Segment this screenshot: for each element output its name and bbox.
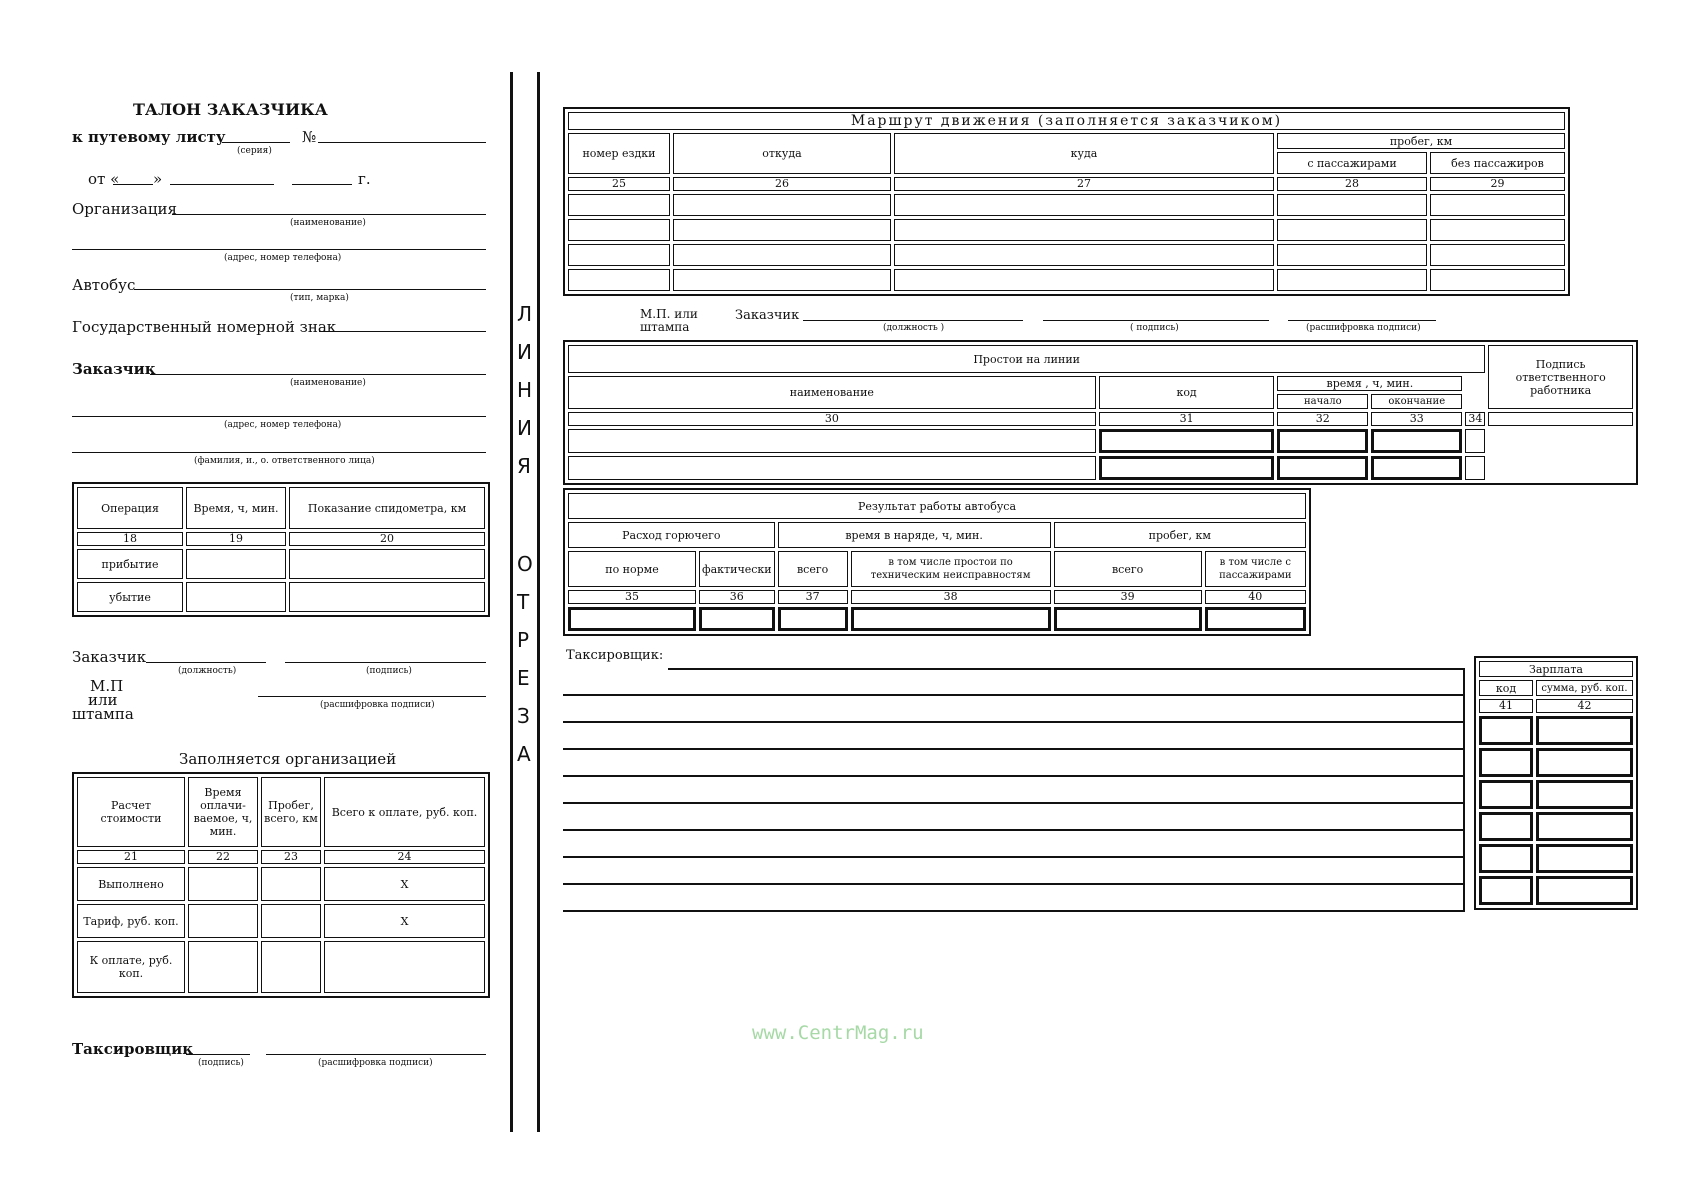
result-fuel: Расход горючего: [568, 522, 775, 548]
downtime-cell[interactable]: [1277, 456, 1368, 480]
right-customer-label: Заказчик: [735, 308, 800, 323]
taxer-line[interactable]: [563, 856, 1465, 858]
taxer-line[interactable]: [563, 829, 1465, 831]
taxer-decode-field[interactable]: [266, 1054, 486, 1055]
stamp-line-2: или: [88, 691, 118, 709]
downtime-num: 30: [568, 412, 1096, 426]
organization-field[interactable]: [172, 214, 486, 215]
sig-signature-field[interactable]: [285, 662, 486, 663]
downtime-cell[interactable]: [1465, 429, 1485, 453]
taxer-decode-caption: (расшифровка подписи): [318, 1058, 433, 1068]
cost-done-time-cell[interactable]: [188, 867, 258, 901]
route-cell[interactable]: [894, 244, 1274, 266]
cut-letter: А: [517, 742, 531, 766]
salary-cell[interactable]: [1479, 716, 1533, 745]
route-col-mileage: пробег, км: [1277, 133, 1565, 149]
result-num: 37: [778, 590, 848, 604]
customer-caption: (наименование): [290, 378, 366, 388]
right-signature-field[interactable]: [1043, 320, 1269, 321]
downtime-cell[interactable]: [1371, 429, 1462, 453]
right-decode-field[interactable]: [1288, 320, 1436, 321]
salary-cell[interactable]: [1479, 844, 1533, 873]
result-cell[interactable]: [699, 607, 775, 631]
ops-row-arrival: прибытие: [77, 549, 183, 579]
route-cell[interactable]: [1430, 219, 1565, 241]
result-cell[interactable]: [851, 607, 1051, 631]
plate-field[interactable]: [319, 331, 486, 332]
result-num: 40: [1205, 590, 1306, 604]
result-num: 38: [851, 590, 1051, 604]
salary-cell[interactable]: [1536, 780, 1633, 809]
salary-cell[interactable]: [1479, 876, 1533, 905]
org-address-caption: (адрес, номер телефона): [224, 253, 342, 263]
salary-title: Зарплата: [1479, 661, 1633, 677]
downtime-title: Простои на линии: [568, 345, 1485, 373]
ops-arrival-speedometer-cell[interactable]: [289, 549, 485, 579]
ops-num: 20: [289, 532, 485, 546]
bus-field[interactable]: [134, 289, 486, 290]
right-position-field[interactable]: [803, 320, 1023, 321]
salary-cell[interactable]: [1536, 812, 1633, 841]
result-incl-downtime: в том числе простои по техническим неисправностям: [851, 551, 1051, 587]
route-cell[interactable]: [1277, 269, 1427, 291]
result-norm: по норме: [568, 551, 696, 587]
result-total2: всего: [1054, 551, 1202, 587]
downtime-col-sign: Подпись ответственного работника: [1488, 345, 1633, 409]
cost-table: [72, 772, 490, 998]
watermark: www.CentrMag.ru: [752, 1022, 924, 1044]
route-num: 28: [1277, 177, 1427, 191]
downtime-cell[interactable]: [1371, 456, 1462, 480]
bus-caption: (тип, марка): [290, 293, 349, 303]
stamp-line-3: штампа: [72, 705, 134, 723]
cost-num: 24: [324, 850, 485, 864]
org-address-field[interactable]: [72, 249, 486, 250]
route-cell[interactable]: [1277, 194, 1427, 216]
downtime-cell[interactable]: [1465, 456, 1485, 480]
taxer-line[interactable]: [563, 775, 1465, 777]
operations-table: [72, 482, 490, 617]
right-position-caption: (должность ): [883, 323, 945, 333]
right-decode-caption: (расшифровка подписи): [1306, 323, 1421, 333]
result-title: Результат работы автобуса: [568, 493, 1306, 519]
taxer-sign-caption: (подпись): [198, 1058, 244, 1068]
taxer-line[interactable]: [563, 748, 1465, 750]
cost-header-time: Время оплачи-ваемое, ч, мин.: [188, 777, 258, 847]
result-cell[interactable]: [778, 607, 848, 631]
cost-payable-mileage-cell[interactable]: [261, 941, 321, 993]
taxer-line[interactable]: [563, 694, 1465, 696]
route-cell[interactable]: [673, 194, 891, 216]
ops-departure-time-cell[interactable]: [186, 582, 286, 612]
result-actual: фактически: [699, 551, 775, 587]
route-cell[interactable]: [568, 244, 670, 266]
cost-tariff-mileage-cell[interactable]: [261, 904, 321, 938]
date-quote: »: [153, 170, 163, 188]
taxer-label: Таксировщик: [72, 1040, 194, 1058]
cost-header-total: Всего к оплате, руб. коп.: [324, 777, 485, 847]
right-signature-caption: ( подпись): [1130, 323, 1179, 333]
downtime-num: 31: [1099, 412, 1275, 426]
route-cell[interactable]: [1277, 244, 1427, 266]
cut-letter: И: [517, 416, 532, 440]
ops-header-time: Время, ч, мин.: [186, 487, 286, 529]
route-title: Маршрут движения (заполняется заказчиком): [568, 112, 1565, 130]
result-num: 35: [568, 590, 696, 604]
year-suffix: г.: [358, 170, 371, 188]
cut-line-left: [510, 72, 513, 1132]
salary-col-sum: сумма, руб. коп.: [1536, 680, 1633, 696]
customer-field[interactable]: [150, 374, 486, 375]
route-col-without-passengers: без пассажиров: [1430, 152, 1565, 174]
route-col-to: куда: [894, 133, 1274, 174]
series-field[interactable]: [222, 142, 290, 143]
cut-letter: Я: [517, 454, 531, 478]
number-field[interactable]: [318, 142, 486, 143]
cost-payable-total-cell[interactable]: [324, 941, 485, 993]
sig-decode-caption: (расшифровка подписи): [320, 700, 435, 710]
ops-arrival-time-cell[interactable]: [186, 549, 286, 579]
cost-row-payable: К оплате, руб. коп.: [77, 941, 185, 993]
downtime-col-time: время , ч, мин.: [1277, 376, 1462, 391]
ops-num: 18: [77, 532, 183, 546]
route-cell[interactable]: [1430, 269, 1565, 291]
result-cell[interactable]: [1054, 607, 1202, 631]
cut-letter: О: [517, 552, 533, 576]
salary-num: 41: [1479, 699, 1533, 713]
cost-num: 21: [77, 850, 185, 864]
route-num: 29: [1430, 177, 1565, 191]
cost-num: 23: [261, 850, 321, 864]
downtime-cell[interactable]: [568, 456, 1096, 480]
salary-cell[interactable]: [1479, 748, 1533, 777]
date-from-label: от «: [88, 170, 120, 188]
customer-address-field[interactable]: [72, 416, 486, 417]
taxer-box-right: [1463, 668, 1465, 912]
ops-header-operation: Операция: [77, 487, 183, 529]
cost-tariff-time-cell[interactable]: [188, 904, 258, 938]
salary-cell[interactable]: [1536, 844, 1633, 873]
mp-stamp-label: М.П. или штампа: [640, 307, 698, 334]
downtime-col-end: окончание: [1371, 394, 1462, 409]
downtime-col-name: наименование: [568, 376, 1096, 409]
route-num: 26: [673, 177, 891, 191]
cost-tariff-x: Х: [324, 904, 485, 938]
ops-departure-speedometer-cell[interactable]: [289, 582, 485, 612]
cost-row-done: Выполнено: [77, 867, 185, 901]
ops-num: 19: [186, 532, 286, 546]
customer-address-caption: (адрес, номер телефона): [224, 420, 342, 430]
bus-label: Автобус: [72, 276, 136, 294]
cost-header-calc: Расчет стоимости: [77, 777, 185, 847]
result-cell[interactable]: [568, 607, 696, 631]
cut-letter: И: [517, 340, 532, 364]
cost-payable-time-cell[interactable]: [188, 941, 258, 993]
result-total: всего: [778, 551, 848, 587]
salary-cell[interactable]: [1536, 748, 1633, 777]
sig-signature-caption: (подпись): [366, 666, 412, 676]
result-duty-time: время в наряде, ч, мин.: [778, 522, 1051, 548]
downtime-cell[interactable]: [568, 429, 1096, 453]
route-cell[interactable]: [568, 219, 670, 241]
cost-done-x: Х: [324, 867, 485, 901]
ops-row-departure: убытие: [77, 582, 183, 612]
route-cell[interactable]: [568, 269, 670, 291]
downtime-num-empty: [1488, 412, 1633, 426]
route-num: 25: [568, 177, 670, 191]
route-cell[interactable]: [1430, 244, 1565, 266]
cut-line-right: [537, 72, 540, 1132]
result-num: 39: [1054, 590, 1202, 604]
downtime-col-code: код: [1099, 376, 1275, 409]
cost-num: 22: [188, 850, 258, 864]
cut-letter: Н: [517, 378, 533, 402]
salary-cell[interactable]: [1536, 716, 1633, 745]
route-table: [563, 107, 1570, 296]
cost-header-mileage: Пробег, всего, км: [261, 777, 321, 847]
date-month-field[interactable]: [170, 184, 274, 185]
salary-cell[interactable]: [1479, 780, 1533, 809]
route-cell[interactable]: [673, 219, 891, 241]
series-caption: (серия): [237, 146, 272, 156]
downtime-col-start: начало: [1277, 394, 1368, 409]
route-col-trip: номер ездки: [568, 133, 670, 174]
salary-cell[interactable]: [1536, 876, 1633, 905]
downtime-cell[interactable]: [1277, 429, 1368, 453]
date-year-field[interactable]: [292, 184, 352, 185]
taxer-line[interactable]: [668, 668, 1465, 670]
taxer-line[interactable]: [563, 910, 1465, 912]
downtime-num: 33: [1371, 412, 1462, 426]
downtime-cell[interactable]: [1099, 456, 1275, 480]
downtime-num: 32: [1277, 412, 1368, 426]
route-cell[interactable]: [894, 269, 1274, 291]
organization-label: Организация: [72, 200, 177, 218]
salary-table: [1474, 656, 1638, 910]
plate-label: Государственный номерной знак: [72, 318, 337, 336]
salary-num: 42: [1536, 699, 1633, 713]
sig-position-field[interactable]: [146, 662, 266, 663]
route-cell[interactable]: [894, 219, 1274, 241]
route-num: 27: [894, 177, 1274, 191]
route-cell[interactable]: [894, 194, 1274, 216]
salary-cell[interactable]: [1479, 812, 1533, 841]
responsible-caption: (фамилия, и., о. ответственного лица): [194, 456, 375, 466]
cut-letter: Т: [517, 590, 530, 614]
responsible-field[interactable]: [72, 452, 486, 453]
cost-row-tariff: Тариф, руб. коп.: [77, 904, 185, 938]
salary-col-code: код: [1479, 680, 1533, 696]
customer-label: Заказчик: [72, 360, 156, 378]
route-cell[interactable]: [673, 244, 891, 266]
ops-header-speedometer: Показание спидометра, км: [289, 487, 485, 529]
cost-done-mileage-cell[interactable]: [261, 867, 321, 901]
date-day-field[interactable]: [113, 184, 153, 185]
route-col-with-passengers: с пассажирами: [1277, 152, 1427, 174]
result-num: 36: [699, 590, 775, 604]
taxer-line[interactable]: [563, 883, 1465, 885]
route-cell[interactable]: [568, 194, 670, 216]
waybill-label: к путевому листу: [72, 128, 226, 146]
result-mileage: пробег, км: [1054, 522, 1306, 548]
downtime-cell[interactable]: [1099, 429, 1275, 453]
sig-decode-field[interactable]: [258, 696, 486, 697]
organization-caption: (наименование): [290, 218, 366, 228]
result-table: [563, 488, 1311, 636]
downtime-num: 34: [1465, 412, 1485, 426]
sig-position-caption: (должность): [178, 666, 237, 676]
cut-letter: Л: [517, 302, 533, 326]
route-cell[interactable]: [1430, 194, 1565, 216]
org-fill-title: Заполняется организацией: [179, 750, 397, 768]
cut-letter: З: [517, 704, 530, 728]
cut-letter: Е: [517, 666, 530, 690]
taxer-line[interactable]: [563, 802, 1465, 804]
number-sign: №: [302, 128, 317, 146]
downtime-table: [563, 340, 1638, 485]
route-cell[interactable]: [1277, 219, 1427, 241]
sig-customer-label: Заказчик: [72, 648, 147, 666]
route-col-from: откуда: [673, 133, 891, 174]
route-cell[interactable]: [673, 269, 891, 291]
taxer-sign-field[interactable]: [186, 1054, 250, 1055]
cut-letter: Р: [517, 628, 530, 652]
form-title: ТАЛОН ЗАКАЗЧИКА: [133, 100, 328, 119]
stamp-line-1: М.П: [90, 677, 124, 695]
taxer-line[interactable]: [563, 721, 1465, 723]
result-cell[interactable]: [1205, 607, 1306, 631]
result-incl-passengers: в том числе с пассажирами: [1205, 551, 1306, 587]
right-taxer-label: Таксировщик:: [566, 648, 664, 663]
